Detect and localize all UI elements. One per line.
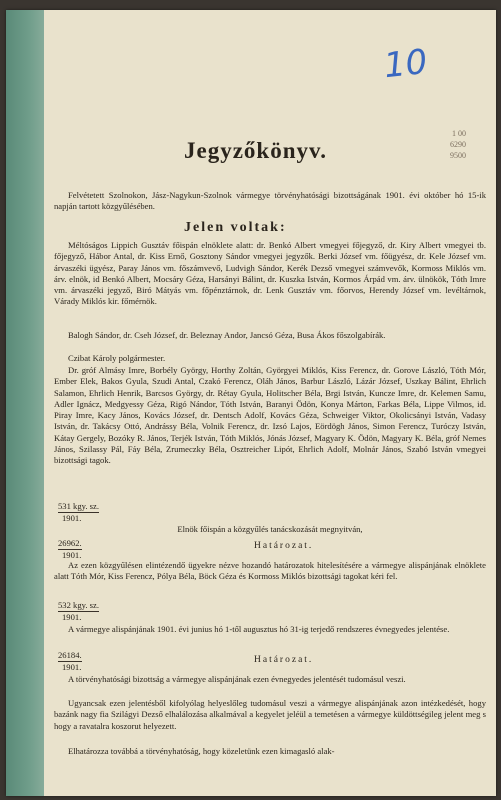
binding-spine: [6, 10, 44, 796]
szolgabirak-paragraph: Balogh Sándor, dr. Cseh József, dr. Beleznay Andor, Jancsó Géza, Busa Ákos főszolgabírák.: [68, 330, 386, 340]
resolution-heading: Határozat.: [254, 541, 314, 551]
resolution-heading: Határozat.: [254, 655, 314, 665]
reference-number: 26184. 1901.: [58, 650, 82, 672]
corner-number: 9500: [450, 151, 466, 160]
officials-paragraph: Méltóságos Lippich Gusztáv főispán elnöklete alatt: dr. Benkó Albert vmegyei főjegyző, dr. Kiry Albert vmegyei tb. főjegyző, Hábor Antal, dr. Kiss Ernő, Gosztony Sándor vmegyei jegyzők. Berki József vm. főügyész, dr. Kele József vm. árvaszéki ügyész, Paray János vm. főszámvevő, Ludvigh Sándor, Kerék Dezső vmegyei számvevők, Kormoss Miklós vm. árv. elnök, id Benkó Albert, Mocsáry Géza, Harsányi Bálint, dr. Kuszka István, Kormos Árpád vm. árv. ülnökök, Tóth Imre vm. árvaszéki jegyző, Biró Mátyás vm. főpénztárnok, dr. Lenk Gusztáv vm. főorvos, Herendy József vm. levéltárnok, Várady Miklós kir. főmérnök.: [54, 240, 486, 307]
reference-number: 26962. 1901.: [58, 538, 82, 560]
report-paragraph: A vármegye alispánjának 1901. évi junius hó 1-től augusztus hó 31-ig terjedő rendszeres évnegyedes jelentése.: [68, 624, 450, 634]
reference-number: 531 kgy. sz. 1901.: [58, 501, 99, 523]
polgarmester-paragraph: Czibat Károly polgármester.: [68, 353, 166, 363]
resolution-text: Elhatározza továbbá a törvényhatóság, hogy közeletünk ezen kimagasló alak-: [68, 746, 335, 756]
page-content: [54, 10, 486, 796]
corner-numbers: [450, 128, 466, 161]
resolution-text: Ugyancsak ezen jelentésből kifolyólag helyeslőleg tudomásul veszi a vármegye alispánjának azon intézkedését, hogy bazánk nagy fia Szilágyi Dezső elhalálozása alkalmával a kegyelet jeléül a temetésen a vármegye küldöttségileg jelent meg s hogy a ravatalra koszorut helyezett.: [54, 698, 486, 731]
present-heading: Jelen voltak:: [184, 220, 287, 235]
corner-number: 1 00: [452, 129, 466, 138]
members-paragraph: Dr. gróf Almásy Imre, Borbély György, Horthy Zoltán, Györgyei Miklós, Kiss Ferencz, dr. Gorove László, Tóth Mór, Ember Elek, Bakos Gyula, Szudi Antal, Czakó Ferencz, Oláh János, Barbur László, Lázár József, Uszkay Bálint, Ehrlich Salamon, Ehrlich Henrik, Barcsos György, dr. Rétay Gyula, Holitscher Béla, Brgi István, Kuncze Imre, dr. Kelemen Samu, Adler Ignácz, Medgyessy Géza, Rigó Nándor, Tóth István, Baranyi Ödön, Konya Márton, Farkas Béla, Lippe Vilmos, id. Piray Imre, Kacy János, Kovács József, dr. Dentsch Adolf, Kovács Géza, Schweiger Viktor, Okolicsányi István, Vadasy István, dr. Takácsy Ottó, Andrássy Béla, Volnik Ferencz, dr. Izsó Lajos, Eördögh János, Simon Ferencz, Turóczy István, Kátay Gergely, Bozóky R. János, Terjék István, Tóth Miklós, Jónás József, Magyary K. Ödön, Magyary K. Béla, gróf Nemes János, Szilassy Pál, Fáy Béla, Zrumeczky Béla, Osztreicher Lipót, Ehrlich Adolf, Molnár János, Szabó István vmegyei bizottsági tagok.: [54, 365, 486, 466]
resolution-text: A törvényhatósági bizottság a vármegye alispánjának ezen évnegyedes jelentését tudomásul veszi.: [68, 674, 406, 684]
resolution-text: Az ezen közgyűlésen elintézendő ügyekre nézve hozandó határozatok hitelesítésére a vármegye alispánjának elnöklete alatt Tóth Mór, Kiss Ferencz, Pólya Béla, Böck Géza és Kormoss Miklós bizottsági tagokat kéri fel.: [54, 560, 486, 582]
handwritten-page-number: 10: [382, 41, 430, 87]
document-page: [6, 10, 496, 796]
corner-number: 6290: [450, 140, 466, 149]
reference-number: 532 kgy. sz. 1901.: [58, 600, 99, 622]
document-title: Jegyzőkönyv.: [184, 138, 327, 163]
intro-paragraph: Felvétetett Szolnokon, Jász-Nagykun-Szolnok vármegye törvényhatósági bizottságának 1901. évi október hó 15-ik napján tartott közgyűlésében.: [54, 190, 486, 212]
opening-line: Elnök főispán a közgyűlés tanácskozását megnyitván,: [177, 524, 363, 534]
